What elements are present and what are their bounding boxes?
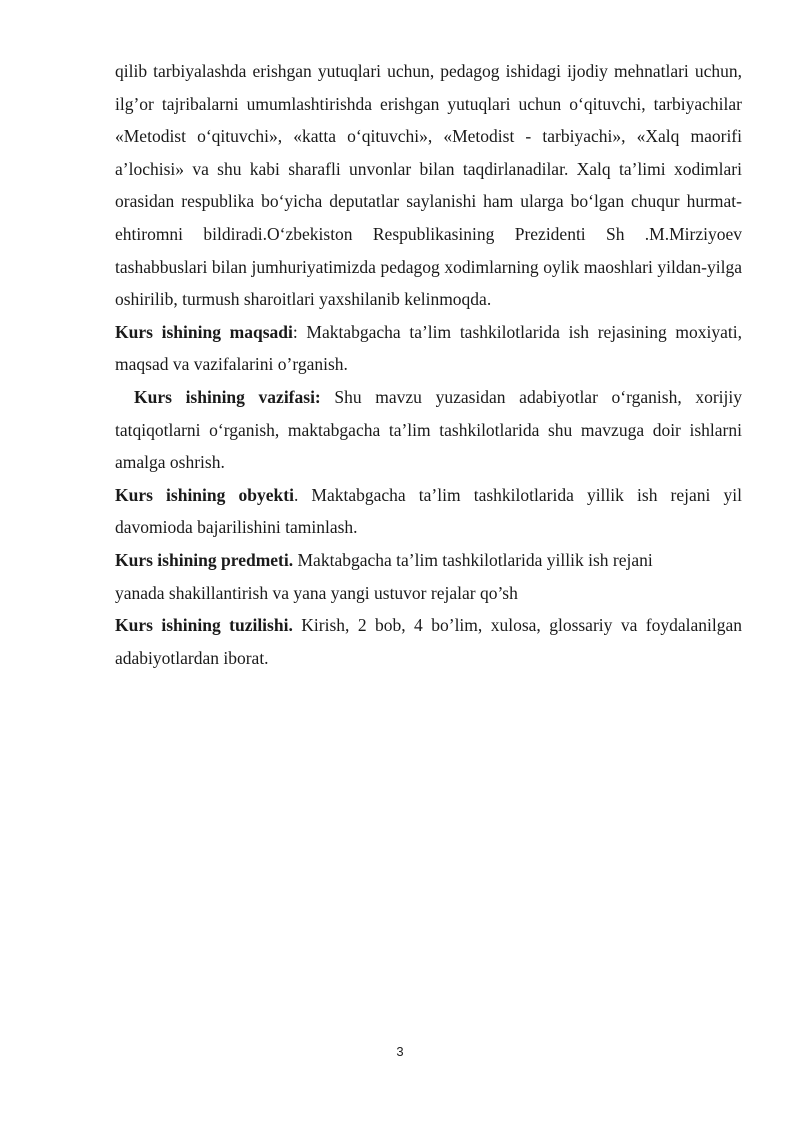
- tasks-label: Kurs ishining vazifasi:: [134, 386, 321, 407]
- document-page: [115, 55, 742, 674]
- tasks-text: Shu mavzu yuzasidan adabiyotlar o‘rganish, xorijiy tatqiqotlarni o‘rganish, maktabgacha ta’lim tashkilotlarida shu mavzuga doir ishlarni amalga oshrish.: [115, 386, 742, 473]
- intro-paragraph: qilib tarbiyalashda erishgan yutuqlari uchun, pedagog ishidagi ijodiy mehnatlari uchun, ilg’or tajribalarni umumlashtirishda erishgan yutuqlari uchun o‘qituvchi, tarbiyachilar «Metodist o‘qituvchi», «katta o‘qituvchi», «Metodist - tarbiyachi», «Xalq maorifi a’lochisi» va shu kabi sharafli unvonlar bilan taqdirlanadilar. Xalq ta’limi xodimlari orasidan respublika bo‘yicha deputatlar saylanishi ham ularga bo‘lgan chuqur hurmat-ehtiromni bildiradi.O‘zbekiston Respublikasining Prezidenti Sh .M.Mirziyoev tashabbuslari bilan jumhuriyatimizda pedagog xodimlarning oylik maoshlari yildan-yilga oshirilib, turmush sharoitlari yaxshilanib kelinmoqda.: [115, 61, 742, 310]
- object-paragraph: [115, 479, 742, 544]
- object-text: . Maktabgacha ta’lim tashkilotlarida yillik ish rejani yil davomioda bajarilishini taminlash.: [115, 484, 742, 538]
- subject-paragraph: [115, 544, 742, 609]
- object-label: Kurs ishining obyekti: [115, 484, 294, 505]
- goal-label: Kurs ishining maqsadi: [115, 321, 293, 342]
- structure-text: Kirish, 2 bob, 4 bo’lim, xulosa, glossariy va foydalanilgan adabiyotlardan iborat.: [115, 615, 742, 668]
- goal-text: : Maktabgacha ta’lim tashkilotlarida ish rejasining moxiyati, maqsad va vazifalarini o’rganish.: [115, 321, 742, 375]
- subject-text-line2: yanada shakillantirish va yana yangi ustuvor rejalar qo’sh: [115, 582, 518, 603]
- subject-text-line1: Maktabgacha ta’lim tashkilotlarida yillik ish rejani: [293, 549, 653, 570]
- page-number: 3: [396, 1044, 404, 1059]
- tasks-paragraph: [115, 381, 742, 479]
- subject-label: Kurs ishining predmeti.: [115, 549, 294, 570]
- structure-paragraph: [115, 609, 742, 674]
- goal-paragraph: [115, 316, 742, 381]
- structure-label: Kurs ishining tuzilishi.: [115, 615, 293, 636]
